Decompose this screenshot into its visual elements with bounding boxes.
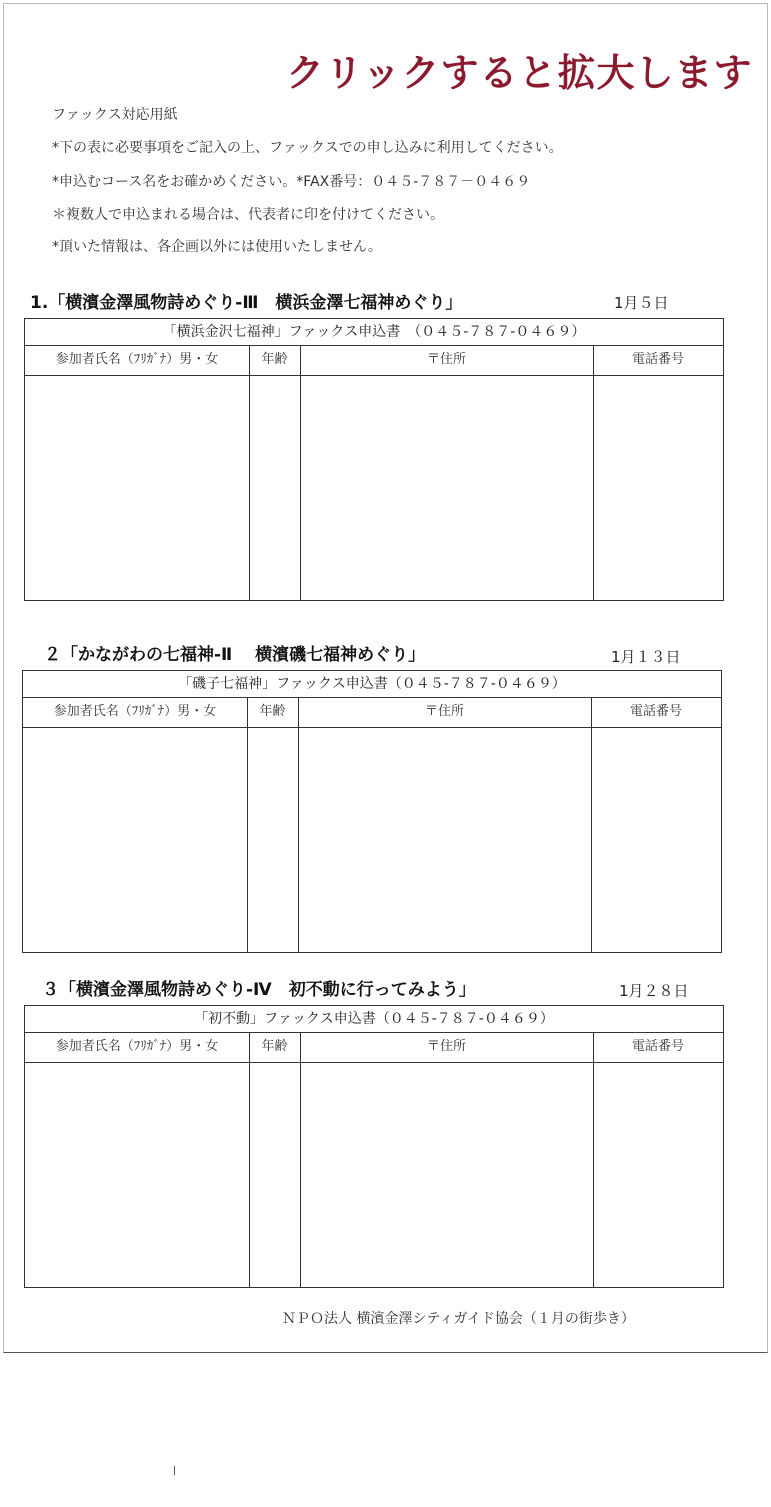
form-3-phone-entry[interactable]: [594, 1063, 723, 1287]
section-1-form: [24, 318, 724, 601]
intro-line-fax-number: *申込むコース名をお確かめください。*FAX番号：０４５-７８７－０４６９: [52, 174, 531, 190]
section-1-date: 1月５日: [614, 294, 669, 312]
form-2-name-entry[interactable]: [23, 728, 247, 952]
section-3-title: ３「横濱金澤風物詩めぐり-Ⅳ 初不動に行ってみよう」: [42, 980, 476, 1000]
click-to-enlarge-link[interactable]: クリックすると拡大します: [286, 42, 752, 97]
form-3-col-address: 〒住所: [426, 1039, 466, 1054]
form-1-col-age: 年齢: [261, 352, 288, 367]
form-3-col-name: 参加者氏名（ﾌﾘｶﾞﾅ）男・女: [55, 1039, 219, 1054]
form-2-phone-entry[interactable]: [592, 728, 721, 952]
intro-heading: ファックス対応用紙: [52, 107, 178, 123]
form-1-phone-entry[interactable]: [594, 376, 723, 600]
intro-line-fill-in: *下の表に必要事項をご記入の上、ファックスでの申し込みに利用してください。: [52, 140, 563, 156]
form-3-title: 「初不動」ファックス申込書（０４５-７８７-０４６９）: [25, 1006, 723, 1033]
form-1-name-entry[interactable]: [25, 376, 249, 600]
stray-mark: [174, 1466, 175, 1475]
section-3-date: 1月２８日: [619, 982, 689, 1000]
form-1-title: 「横浜金沢七福神」ファックス申込書 （０４５-７８７-０４６９）: [25, 319, 723, 346]
form-2-address-entry[interactable]: [299, 728, 591, 952]
form-2-col-age: 年齢: [259, 704, 286, 719]
section-2-title: ２「かながわの七福神-Ⅱ 横濱磯七福神めぐり」: [44, 645, 426, 665]
section-1-title: 1.「横濱金澤風物詩めぐり-Ⅲ 横浜金澤七福神めぐり」: [30, 293, 463, 313]
organization-footer: ＮＰＯ法人 横濱金澤シティガイド協会（１月の街歩き）: [282, 1311, 635, 1327]
form-2-col-phone: 電話番号: [629, 704, 682, 719]
section-3-form: [24, 1005, 724, 1288]
form-3-address-entry[interactable]: [301, 1063, 593, 1287]
intro-line-privacy: *頂いた情報は、各企画以外には使用いたしません。: [52, 239, 382, 255]
form-1-col-phone: 電話番号: [631, 352, 684, 367]
section-2-date: 1月１３日: [611, 648, 681, 666]
form-3-col-age: 年齢: [261, 1039, 288, 1054]
form-1-col-name: 参加者氏名（ﾌﾘｶﾞﾅ）男・女: [55, 352, 219, 367]
form-1-age-entry[interactable]: [250, 376, 300, 600]
form-1-address-entry[interactable]: [301, 376, 593, 600]
form-1-col-address: 〒住所: [426, 352, 466, 367]
form-2-col-name: 参加者氏名（ﾌﾘｶﾞﾅ）男・女: [53, 704, 217, 719]
form-3-name-entry[interactable]: [25, 1063, 249, 1287]
form-3-age-entry[interactable]: [250, 1063, 300, 1287]
intro-line-multiple: ＊複数人で申込まれる場合は、代表者に印を付けてください。: [52, 207, 444, 223]
section-2-form: [22, 670, 722, 953]
form-3-col-phone: 電話番号: [631, 1039, 684, 1054]
form-2-age-entry[interactable]: [248, 728, 298, 952]
form-2-title: 「磯子七福神」ファックス申込書（０４５-７８７-０４６９）: [23, 671, 721, 698]
form-2-col-address: 〒住所: [424, 704, 464, 719]
